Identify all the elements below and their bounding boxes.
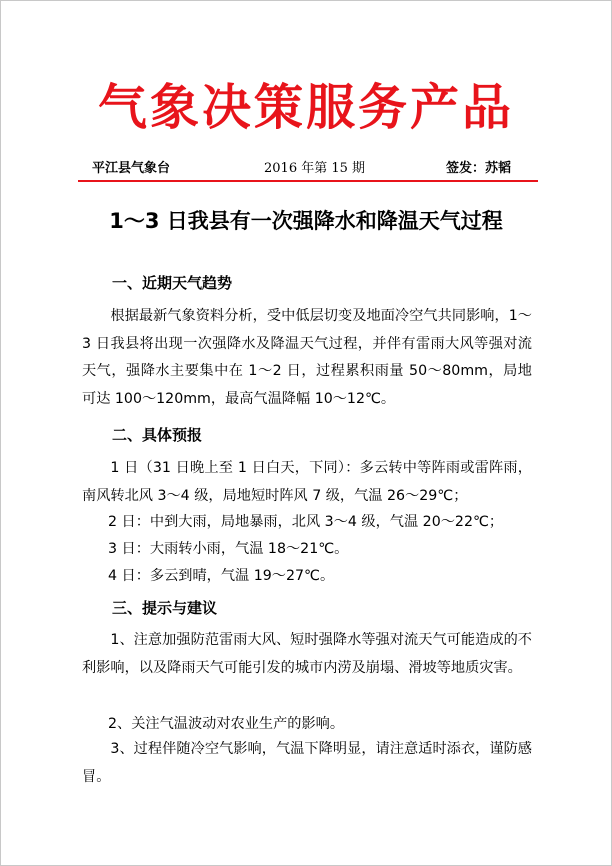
headline: 1～3 日我县有一次强降水和降温天气过程 [109,209,503,233]
advice-item-2: 2、关注气温波动对农业生产的影响。 [108,716,345,732]
signer: 签发：苏韬 [446,161,512,176]
header-rule [78,180,538,182]
issue-number: 2016 年第 15 期 [264,161,366,176]
trend-paragraph: 根据最新气象资料分析，受中低层切变及地面冷空气共同影响，1～3 日我县将出现一次强降水及降温天气过程，并伴有雷雨大风等强对流天气，强降水主要集中在 1～2 日，过程累积雨量 50～80mm，局地可达 100～120mm，最高气温降幅 10～12℃。 [82,308,532,407]
masthead-title: 气象决策服务产品 [97,79,514,136]
forecast-day4: 4 日：多云到晴，气温 19～27℃。 [108,568,335,584]
forecast-day1: 1 日（31 日晚上至 1 日白天，下同）：多云转中等阵雨或雷阵雨，南风转北风 3～4 级，局地短时阵风 7 级，气温 26～29℃； [82,460,532,504]
advice-item-3: 3、过程伴随冷空气影响，气温下降明显，请注意适时添衣，谨防感冒。 [82,741,532,785]
section-heading-trend: 一、近期天气趋势 [112,274,233,292]
section-heading-advice: 三、提示与建议 [112,599,218,617]
advice-item-1: 1、注意加强防范雷雨大风、短时强降水等强对流天气可能造成的不利影响，以及降雨天气可能引发的城市内涝及崩塌、滑坡等地质灾害。 [82,632,532,676]
issuer: 平江县气象台 [92,161,171,176]
forecast-day2: 2 日：中到大雨，局地暴雨，北风 3～4 级，气温 20～22℃； [108,514,504,530]
forecast-day3: 3 日：大雨转小雨，气温 18～21℃。 [108,541,349,557]
section-heading-forecast: 二、具体预报 [112,426,203,444]
